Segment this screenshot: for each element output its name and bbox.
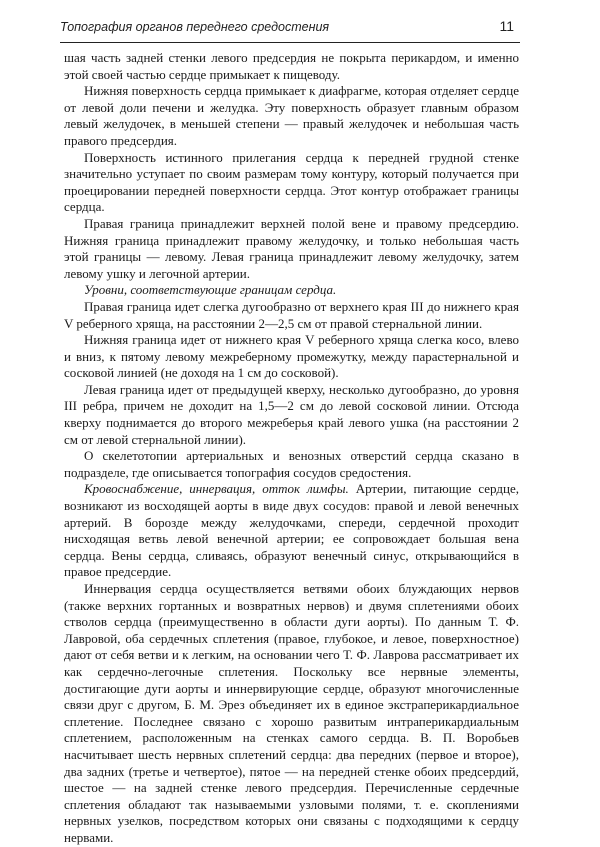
italic-heading: Уровни, соответствующие границам сердца.: [84, 282, 337, 298]
paragraph-text: Правая граница принадлежит верхней полой вене и правому предсердию. Нижняя граница принадлежит правому желудочку, и только небольшая часть этой границы — левому. Левая граница принадлежит левому желудочку, затем левому ушку и легочной артерии.: [64, 215, 519, 281]
paragraph-text: шая часть задней стенки левого предсердия не покрыта перикардом, и именно этой своей частью сердце примыкает к пищеводу.: [64, 50, 519, 82]
page-header: [60, 14, 520, 43]
paragraph: [64, 382, 519, 448]
paragraph-text: Нижняя поверхность сердца примыкает к диафрагме, которая отделяет сердце от левой доли печени и желудка. Эту поверхность образует главным образом левый желудочек, в меньшей степени — правый желудочек и небольшая часть правого предсердия.: [64, 83, 519, 148]
paragraph: [64, 216, 519, 282]
paragraph: [64, 282, 519, 299]
paragraph-text: Правая граница идет слегка дугообразно от верхнего края III до нижнего края V реберного хряща, на расстоянии 2—2,5 см от правой стернальной линии.: [64, 298, 519, 331]
paragraph: [64, 332, 519, 382]
running-title: Топография органов переднего средостения: [60, 20, 330, 34]
paragraph-text: Артерии, питающие сердце, возникают из восходящей аорты в виде двух сосудов: правой и левой венечных артерий. В борозде между желудочками, спереди, сердечной проходит нисходящая ветвь левой венечной артерии; ее сопровождает большая вена сердца. Вены сердца, сливаясь, образуют венечный синус, открывающийся в правое предсердие.: [64, 481, 519, 580]
paragraph-text: Нижняя граница идет от нижнего края V реберного хряща слегка косо, влево и вниз, к пятому левому межреберному промежутку, между парастернальной и сосковой линией (не доходя на 1 см до сосковой).: [64, 332, 519, 381]
paragraph: [64, 299, 519, 332]
paragraph: [64, 481, 519, 581]
paragraph-text: Поверхность истинного прилегания сердца к передней грудной стенке значительно уступает по своим размерам тому контуру, который получается при проецировании передней поверхности сердца. Этот контур отображает границы сердца.: [64, 149, 519, 215]
paragraph-text: О скелетотопии артериальных и венозных отверстий сердца сказано в подразделе, где описывается топография сосудов средостения.: [64, 448, 519, 480]
paragraph: [64, 448, 519, 481]
page-number: 11: [499, 18, 514, 34]
page-body: [64, 50, 519, 847]
paragraph: [64, 150, 519, 216]
paragraph-text: Левая граница идет от предыдущей кверху, несколько дугообразно, до уровня III ребра, причем не доходит на 1,5—2 см до левой сосковой линии. Отсюда кверху поднимается до второго межреберья край левого ушка (на расстоянии 2 см от левой стернальной линии).: [64, 381, 519, 447]
paragraph: [64, 50, 519, 83]
italic-heading: Кровоснабжение, иннервация, отток лимфы.: [84, 481, 349, 497]
paragraph: [64, 83, 519, 149]
paragraph-text: Иннервация сердца осуществляется ветвями обоих блуждающих нервов (также верхних гортанных и возвратных нервов) и двумя сплетениями обоих стволов сердца (преимущественно в области дуги аорты). По данным Т. Ф. Лавровой, оба сердечных сплетения (правое, глубокое, и левое, поверхностное) дают от себя ветви и к легким, на основании чего Т. Ф. Лаврова рассматривает их как сердечно-легочные сплетения. Поскольку все нервные элементы, достигающие дуги аорты и иннервирующие сердце, образуют многочисленные связи друг с другом, Б. М. Эрез объединяет их в единое экстраперикардиальное сплетение. Последнее связано с хорошо развитым интраперикардиальным сплетением, расположенным на стенках самого сердца. В. П. Воробьев насчитывает шесть нервных сплетений сердца: два передних (первое и второе), два задних (третье и четвертое), пятое — на передней стенке обоих предсердий, шестое — на задней стенке левого предсердия. Перечисленные сердечные сплетения обладают так называемыми узловыми полями, т. е. скоплениями нервных узелков, посредством которых они связаны с подходящими к сердцу нервами.: [64, 581, 519, 845]
paragraph: [64, 581, 519, 847]
